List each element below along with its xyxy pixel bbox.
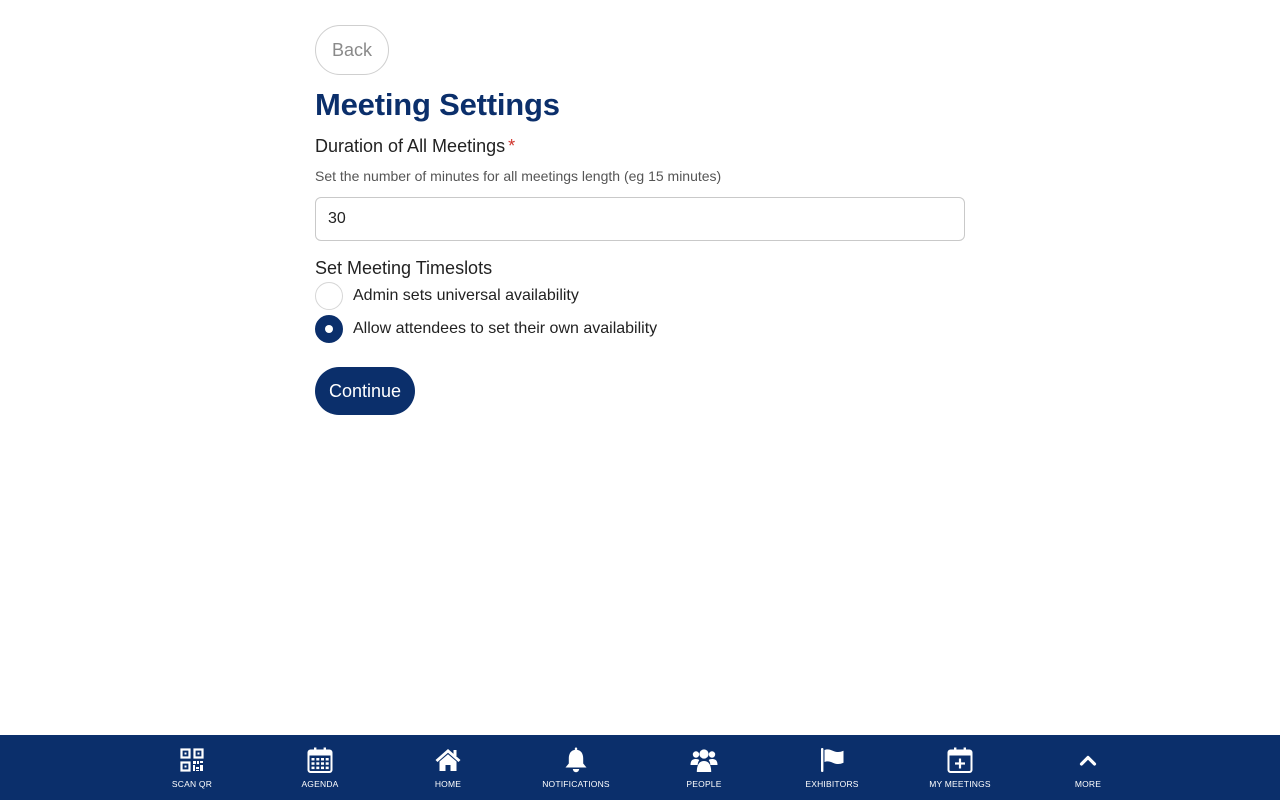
- page-title: Meeting Settings: [315, 87, 560, 122]
- duration-label: [315, 135, 965, 157]
- back-button[interactable]: Back: [315, 25, 389, 75]
- continue-button[interactable]: Continue: [315, 367, 415, 415]
- nav-item-people[interactable]: [654, 735, 754, 800]
- people-icon: [690, 746, 718, 774]
- radio-dot: [325, 325, 333, 333]
- radio-option-label: Allow attendees to set their own availability: [353, 320, 658, 337]
- nav-item-my-meetings[interactable]: [910, 735, 1010, 800]
- duration-label-text: Duration of All Meetings: [315, 136, 506, 156]
- duration-input[interactable]: [315, 197, 965, 241]
- nav-item-agenda[interactable]: [270, 735, 370, 800]
- radio-button-unchecked[interactable]: [315, 282, 343, 310]
- radio-option-attendee-availability[interactable]: [315, 315, 965, 343]
- nav-label: HOME: [434, 779, 462, 789]
- nav-item-scan-qr[interactable]: [142, 735, 242, 800]
- bottom-navigation-bar: [0, 735, 1280, 800]
- duration-help-text: Set the number of minutes for all meetings length (eg 15 minutes): [315, 168, 722, 184]
- calendar-plus-icon: [946, 746, 974, 774]
- chevron-up-icon: [1074, 746, 1102, 774]
- nav-label: SCAN QR: [171, 779, 213, 789]
- radio-option-admin-availability[interactable]: [315, 282, 965, 310]
- nav-item-notifications[interactable]: [526, 735, 626, 800]
- home-icon: [434, 746, 462, 774]
- radio-option-label: Admin sets universal availability: [353, 287, 579, 304]
- radio-button-checked[interactable]: [315, 315, 343, 343]
- timeslots-radio-group: [315, 282, 965, 343]
- nav-item-more[interactable]: [1038, 735, 1138, 800]
- bell-icon: [562, 746, 590, 774]
- nav-label: MORE: [1074, 779, 1102, 789]
- nav-label: PEOPLE: [686, 779, 722, 789]
- calendar-icon: [306, 746, 334, 774]
- timeslots-label: Set Meeting Timeslots: [315, 258, 493, 278]
- qr-code-icon: [178, 746, 206, 774]
- required-marker: *: [508, 136, 516, 156]
- nav-item-exhibitors[interactable]: [782, 735, 882, 800]
- flag-icon: [818, 746, 846, 774]
- nav-item-home[interactable]: [398, 735, 498, 800]
- nav-label: MY MEETINGS: [929, 779, 991, 789]
- main-content: [315, 25, 965, 415]
- nav-label: AGENDA: [301, 779, 339, 789]
- nav-label: NOTIFICATIONS: [542, 779, 610, 789]
- nav-label: EXHIBITORS: [805, 779, 859, 789]
